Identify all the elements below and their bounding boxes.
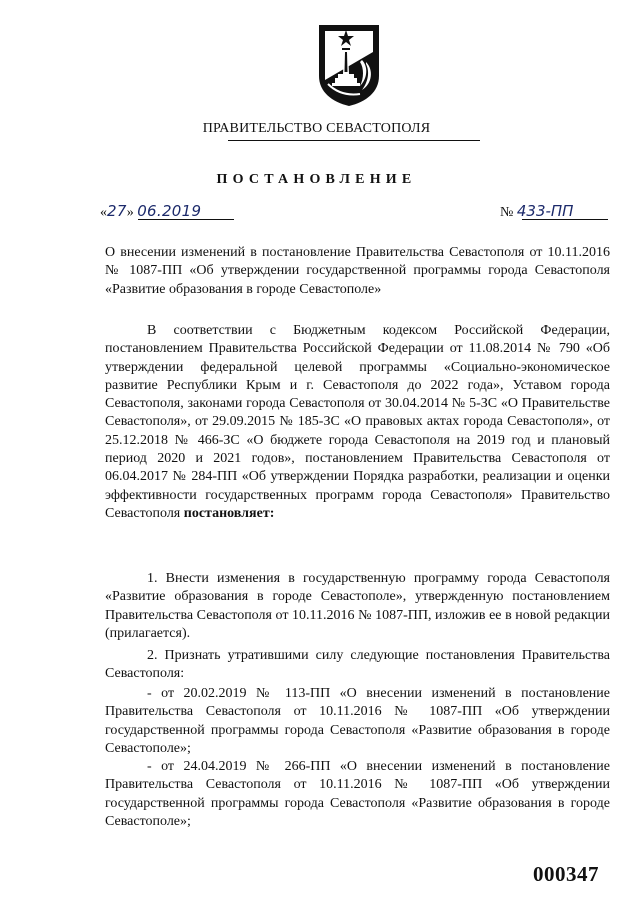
decision-word: постановляет: (183, 505, 275, 521)
number-prefix: № (500, 205, 514, 220)
serial-number: 000347 (533, 862, 599, 886)
date-underline (138, 219, 234, 220)
date-day: 27 (107, 202, 127, 220)
basis-text: В соответствии с Бюджетным кодексом Российской Федерации, постановлением Правительства Российской Федерации от 11.08.2014 № 790 «Об утверждении федеральной целевой программы «Социально-экономическое развитие Республики Крым и г. Севастополя до 2022 года», Уставом города Севастополя, законами города Севастополя от 30.04.2014 № 5-ЗС «О Правительстве Севастополя», от 29.09.2015 № 185-ЗС «О правовых актах города Севастополя», от 25.12.2018 № 466-ЗС «О бюджете города Севастополя на 2019 год и плановый период 2020 и 2021 годов», постановлением Правительства Севастополя от 06.04.2017 № 284-ПП «Об утверждении Порядка разработки, реализации и оценки эффективности государственных программ города Севастополя» Правительство Севастополя (105, 323, 610, 521)
item-2-sub-b: - от 24.04.2019 № 266-ПП «О внесении изменений в постановление Правительства Севастополя от 10.11.2016 № 1087-ПП «Об утверждении государственной программы города Севастополя «Развитие образования в городе Севастополе»; (105, 759, 610, 829)
number-underline (522, 219, 608, 220)
title-underline (228, 140, 480, 141)
document-number (500, 202, 610, 224)
item-2: 2. Признать утратившими силу следующие постановления Правительства Севастополя: (105, 648, 610, 682)
date-month-year: 06.2019 (137, 202, 202, 220)
date-close-quote: » (126, 205, 134, 220)
item-1: 1. Внести изменения в государственную программу города Севастополя «Развитие образования в городе Севастополе», утвержденную постановлением Правительства Севастополя от 10.11.2016 № 1087-ПП, изложив ее в новой редакции (прилагается). (105, 571, 610, 641)
document-title: О внесении изменений в постановление Правительства Севастополя от 10.11.2016 № 1087-ПП «Об утверждении государственной программы города Севастополя «Развитие образования в городе Севастополе» (105, 245, 610, 297)
document-date (100, 202, 236, 224)
document-type: ПОСТАНОВЛЕНИЕ (216, 172, 417, 187)
basis-paragraph (105, 322, 610, 523)
government-title: ПРАВИТЕЛЬСТВО СЕВАСТОПОЛЯ (202, 121, 431, 136)
sevastopol-coat-of-arms-icon (316, 22, 382, 108)
number-value: 433-ПП (516, 202, 574, 220)
date-open-quote: « (100, 205, 107, 220)
item-2-sub-a: - от 20.02.2019 № 113-ПП «О внесении изменений в постановление Правительства Севастополя от 10.11.2016 № 1087-ПП «Об утверждении государственной программы города Севастополя «Развитие образования в городе Севастополе»; (105, 686, 610, 756)
